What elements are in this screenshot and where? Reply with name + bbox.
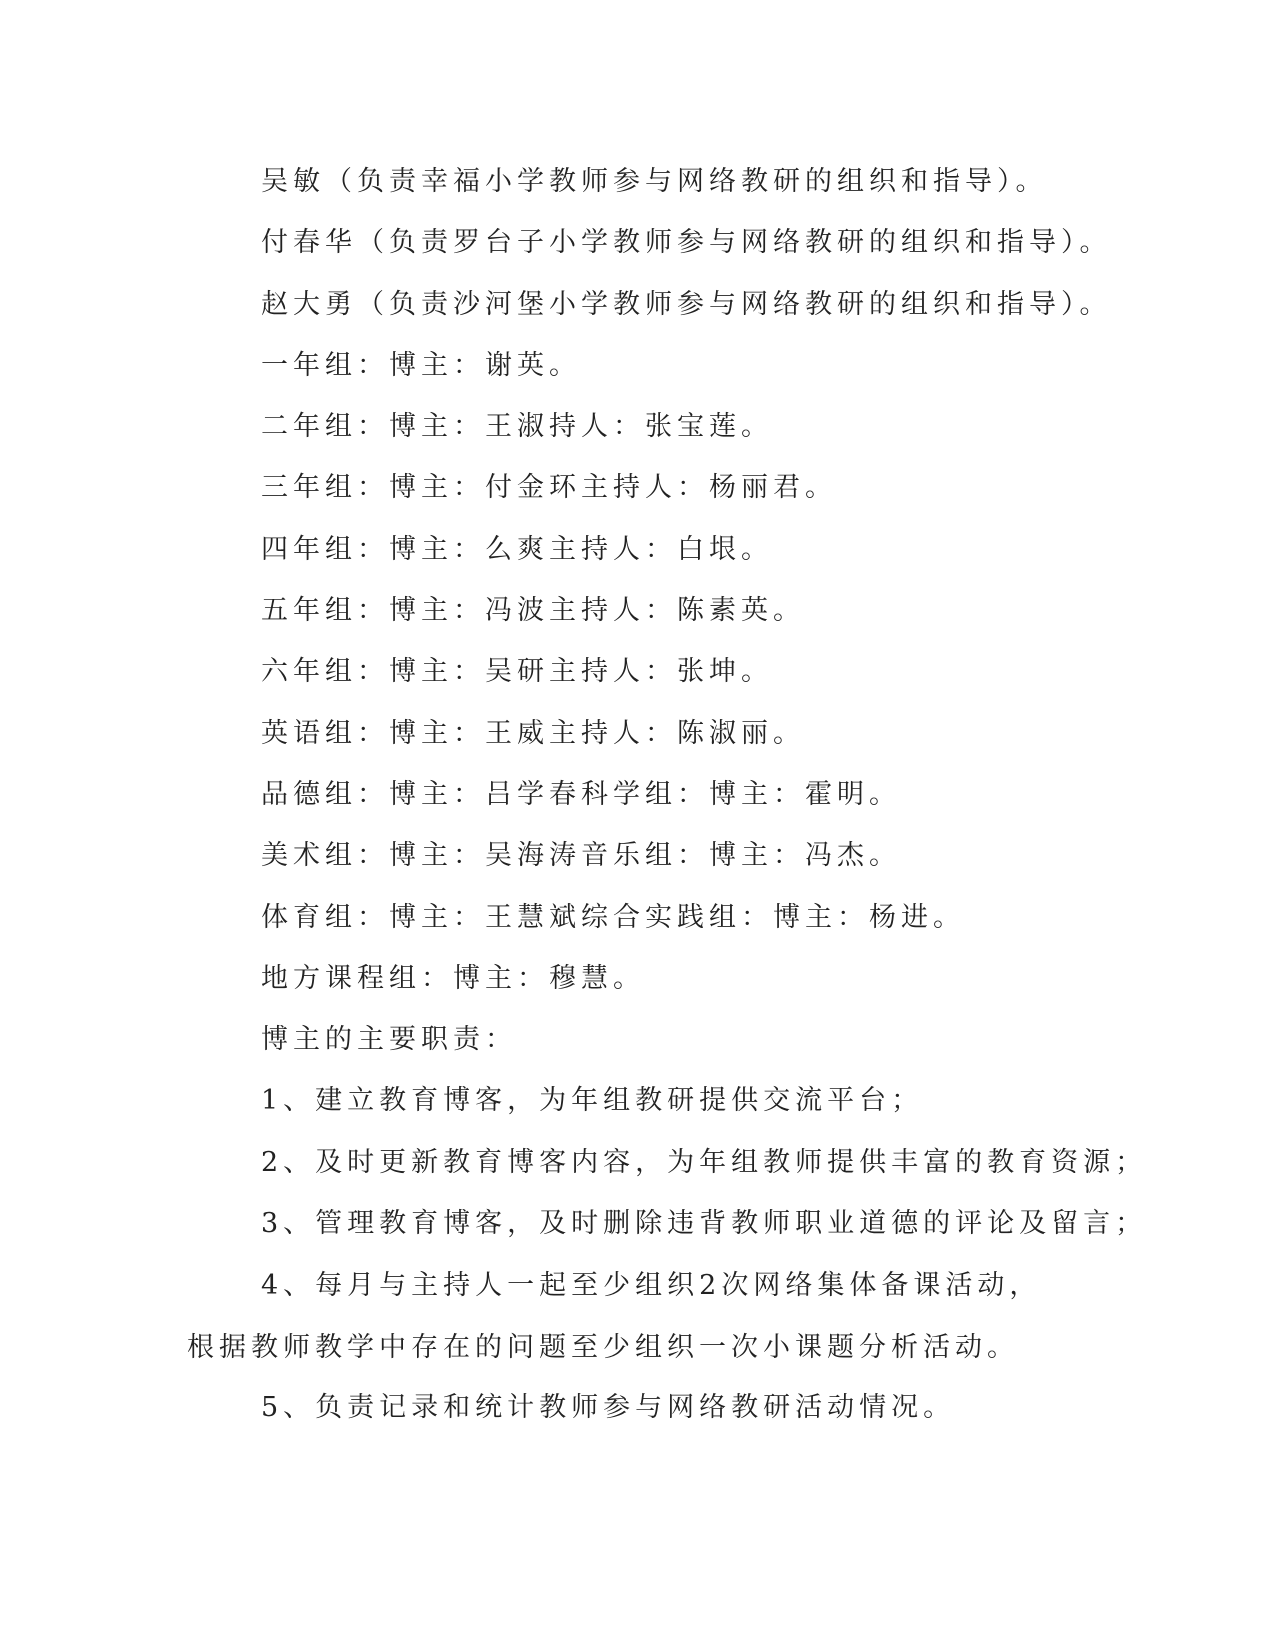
paragraph-local-curriculum-group: 地方课程组：博主：穆慧。 [261, 962, 645, 994]
paragraph-zhao-dayong: 赵大勇（负责沙河堡小学教师参与网络教研的组织和指导）。 [261, 288, 1112, 320]
paragraph-grade-1: 一年组：博主：谢英。 [261, 349, 581, 381]
duty-item-3: 3、管理教育博客，及时删除违背教师职业道德的评论及留言； [261, 1208, 1148, 1240]
paragraph-grade-2: 二年组：博主：王淑持人：张宝莲。 [261, 411, 773, 443]
paragraph-english-group: 英语组：博主：王威主持人：陈淑丽。 [261, 717, 805, 749]
duty-item-1: 1、建立教育博客，为年组教研提供交流平台； [261, 1085, 924, 1117]
paragraph-wu-min: 吴敏（负责幸福小学教师参与网络教研的组织和指导）。 [261, 166, 1048, 197]
duty-item-2: 2、及时更新教育博客内容，为年组教师提供丰富的教育资源； [261, 1146, 1148, 1178]
paragraph-blogger-duties-heading: 博主的主要职责： [261, 1024, 517, 1056]
document-body [187, 162, 1148, 1449]
paragraph-grade-6: 六年组：博主：吴研主持人：张坤。 [261, 656, 773, 688]
paragraph-grade-5: 五年组：博主：冯波主持人：陈素英。 [261, 595, 805, 627]
paragraph-fu-chunhua: 付春华（负责罗台子小学教师参与网络教研的组织和指导）。 [261, 227, 1112, 259]
paragraph-morality-science-group: 品德组：博主：吕学春科学组：博主：霍明。 [261, 778, 901, 810]
paragraph-grade-3: 三年组：博主：付金环主持人：杨丽君。 [261, 472, 837, 504]
paragraph-art-music-group: 美术组：博主：吴海涛音乐组：博主：冯杰。 [261, 840, 901, 872]
paragraph-pe-practice-group: 体育组：博主：王慧斌综合实践组：博主：杨进。 [261, 901, 965, 933]
duty-item-5: 5、负责记录和统计教师参与网络教研活动情况。 [261, 1391, 956, 1423]
paragraph-grade-4: 四年组：博主：么爽主持人：白垠。 [261, 533, 773, 565]
duty-item-4: 4、每月与主持人一起至少组织2次网络集体备课活动，根据教师教学中存在的问题至少组织一次小课题分析活动。 [187, 1270, 1042, 1363]
